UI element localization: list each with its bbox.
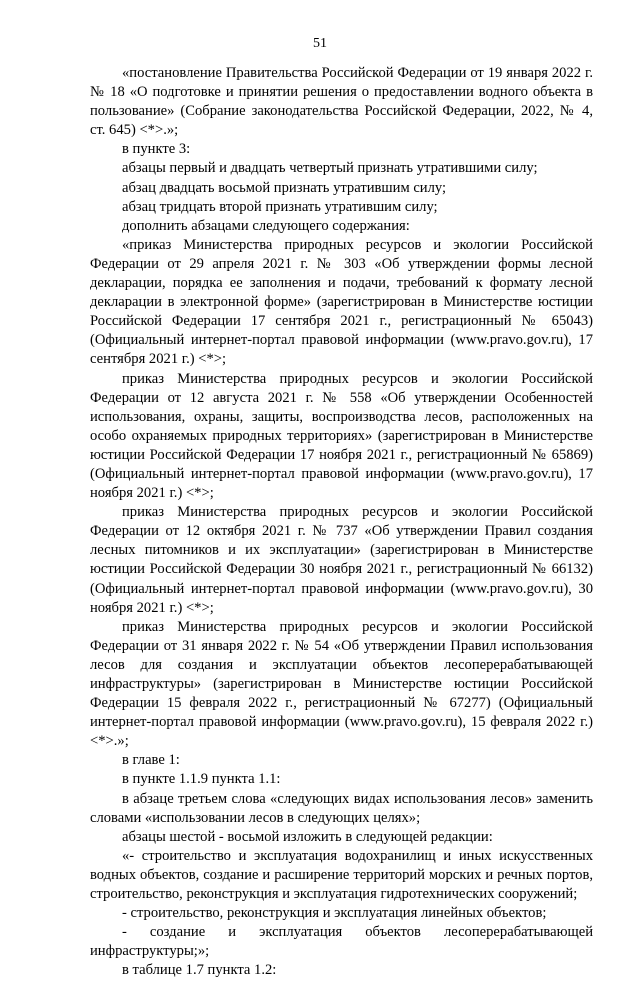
paragraph: в пункте 1.1.9 пункта 1.1: bbox=[122, 771, 281, 788]
paragraph: приказ Министерства природных ресурсов и экологии Российской Федерации от 12 августа 2021 г. № 558 «Об утверждении Особенностей использования, охраны, защиты, воспроизводства лесов, расположенных на особо охраняемых природных территориях» (зарегистрирован в Министерстве юстиции Российской Федерации 17 ноября 2021 г., регистрационный № 65869) (Официальный интернет-портал правовой информации (www.pravo.gov.ru), 17 ноября 2021 г.) <*>; bbox=[90, 370, 593, 502]
paragraph: «постановление Правительства Российской Федерации от 19 января 2022 г. № 18 «О подготовке и принятии решения о предоставлении водного объекта в пользование» (Собрание законодательства Российской Федерации, 2022, № 4, ст. 645) <*>.»; bbox=[90, 65, 593, 139]
paragraph: в абзаце третьем слова «следующих видах использования лесов» заменить словами «использовании лесов в следующих целях»; bbox=[90, 790, 593, 826]
page-number: 51 bbox=[313, 36, 327, 51]
paragraph: абзац двадцать восьмой признать утратившим силу; bbox=[122, 179, 447, 196]
paragraph: приказ Министерства природных ресурсов и экологии Российской Федерации от 12 октября 2021 г. № 737 «Об утверждении Правил создания лесных питомников и их эксплуатации» (зарегистрирован в Министерстве юстиции Российской Федерации 30 ноября 2021 г., регистрационный № 66132) (Официальный интернет-портал правовой информации (www.pravo.gov.ru), 30 ноября 2021 г.) <*>; bbox=[90, 504, 593, 616]
paragraph: «- строительство и эксплуатация водохранилищ и иных искусственных водных объектов, создание и расширение территорий морских и речных портов, строительство, реконструкция и эксплуатация гидротехнических сооружений; bbox=[90, 847, 593, 903]
paragraph: в главе 1: bbox=[122, 752, 180, 769]
paragraph: - строительство, реконструкция и эксплуатация линейных объектов; bbox=[122, 905, 547, 922]
paragraph: абзацы шестой - восьмой изложить в следующей редакции: bbox=[122, 828, 493, 845]
paragraph: в таблице 1.7 пункта 1.2: bbox=[122, 962, 277, 979]
paragraph: в пункте 3: bbox=[122, 141, 191, 158]
paragraph: абзацы первый и двадцать четвертый признать утратившими силу; bbox=[122, 160, 538, 177]
paragraph: приказ Министерства природных ресурсов и экологии Российской Федерации от 31 января 2022 г. № 54 «Об утверждении Правил использования лесов для создания и эксплуатации объектов лесоперерабатывающей инфраструктуры» (зарегистрирован в Министерстве юстиции Российской Федерации 15 февраля 2022 г., регистрационный № 67277) (Официальный интернет-портал правовой информации (www.pravo.gov.ru), 15 февраля 2022 г.) <*>.»; bbox=[90, 618, 593, 750]
paragraph: - создание и эксплуатация объектов лесоперерабатывающей инфраструктуры;»; bbox=[90, 924, 593, 960]
paragraph: абзац тридцать второй признать утратившим силу; bbox=[122, 198, 438, 215]
paragraph: «приказ Министерства природных ресурсов и экологии Российской Федерации от 29 апреля 2021 г. № 303 «Об утверждении формы лесной декларации, порядка ее заполнения и подачи, требований к формату лесной декларации в электронной форме» (зарегистрирован в Министерстве юстиции Российской Федерации 17 сентября 2021 г., регистрационный № 65043) (Официальный интернет-портал правовой информации (www.pravo.gov.ru), 17 сентября 2021 г.) <*>; bbox=[90, 236, 593, 368]
paragraph: дополнить абзацами следующего содержания: bbox=[122, 217, 410, 234]
document-body bbox=[90, 64, 593, 981]
